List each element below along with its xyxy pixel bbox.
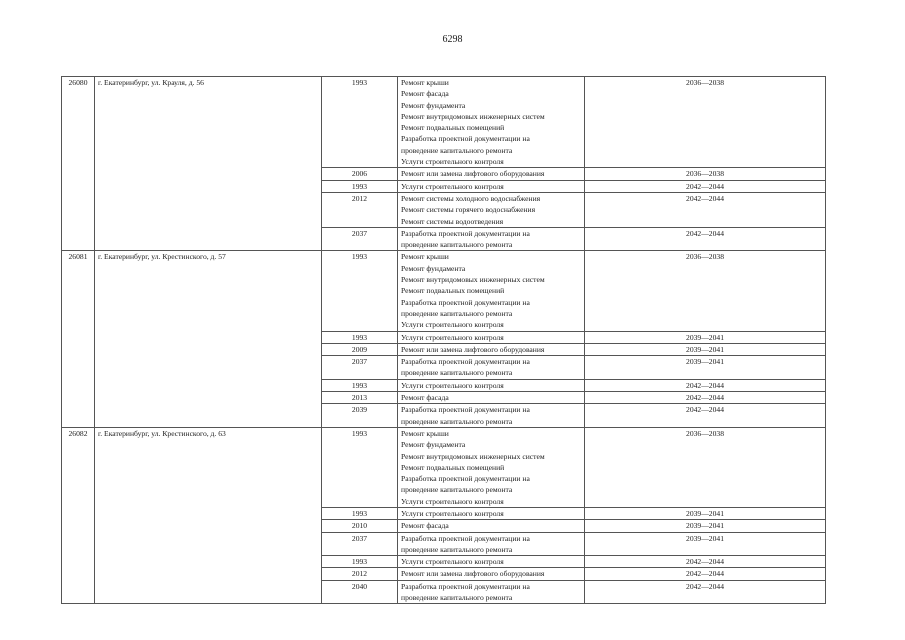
- repair-schedule-table: [61, 76, 826, 604]
- works-cell: [398, 568, 585, 580]
- period-cell: 2036—2038: [585, 168, 826, 180]
- works-cell: [398, 168, 585, 180]
- work-item: Ремонт или замена лифтового оборудования: [401, 569, 545, 579]
- works-cell: [398, 356, 585, 380]
- work-item: Услуги строительного контроля: [401, 332, 504, 342]
- work-item: Услуги строительного контроля: [401, 157, 504, 167]
- work-item: Ремонт крыши: [401, 428, 449, 438]
- house-id: 26082: [62, 427, 95, 603]
- repair-schedule-body: [62, 77, 826, 604]
- works-cell: [398, 227, 585, 251]
- works-cell: [398, 507, 585, 519]
- works-cell: [398, 427, 585, 507]
- works-cell: [398, 343, 585, 355]
- work-item: Услуги строительного контроля: [401, 181, 504, 191]
- work-item: Ремонт или замена лифтового оборудования: [401, 344, 545, 354]
- table-row: [62, 77, 826, 168]
- works-cell: [398, 580, 585, 604]
- year-cell: 1993: [322, 427, 398, 507]
- period-cell: 2039—2041: [585, 343, 826, 355]
- table-row: [62, 251, 826, 331]
- work-item: проведение капитального ремонта: [401, 145, 513, 155]
- year-cell: 2039: [322, 404, 398, 428]
- period-cell: 2042—2044: [585, 404, 826, 428]
- year-cell: 1993: [322, 507, 398, 519]
- work-item: Разработка проектной документации на: [401, 297, 530, 307]
- year-cell: 2012: [322, 192, 398, 227]
- work-item: Разработка проектной документации на: [401, 533, 530, 543]
- period-cell: 2042—2044: [585, 379, 826, 391]
- year-cell: 2012: [322, 568, 398, 580]
- year-cell: 2010: [322, 520, 398, 532]
- works-cell: [398, 77, 585, 168]
- work-item: проведение капитального ремонта: [401, 416, 513, 426]
- works-cell: [398, 556, 585, 568]
- work-item: Ремонт внутридомовых инженерных систем: [401, 451, 545, 461]
- work-item: Ремонт фасада: [401, 521, 449, 531]
- year-cell: 2040: [322, 580, 398, 604]
- work-item: Ремонт системы горячего водоснабжения: [401, 205, 536, 215]
- work-item: Ремонт подвальных помещений: [401, 123, 505, 133]
- work-item: Ремонт внутридомовых инженерных систем: [401, 275, 545, 285]
- page-number: 6298: [442, 34, 463, 45]
- work-item: Услуги строительного контроля: [401, 496, 504, 506]
- works-cell: [398, 392, 585, 404]
- work-item: Ремонт фасада: [401, 393, 449, 403]
- work-item: Ремонт фундамента: [401, 440, 466, 450]
- work-item: Разработка проектной документации на: [401, 357, 530, 367]
- period-cell: 2039—2041: [585, 356, 826, 380]
- house-address: г. Екатеринбург, ул. Крестинского, д. 63: [95, 427, 322, 603]
- year-cell: 2006: [322, 168, 398, 180]
- table-row: [62, 427, 826, 507]
- work-item: Ремонт фундамента: [401, 263, 466, 273]
- work-item: Ремонт или замена лифтового оборудования: [401, 169, 545, 179]
- works-cell: [398, 532, 585, 556]
- work-item: проведение капитального ремонта: [401, 308, 513, 318]
- year-cell: 1993: [322, 77, 398, 168]
- work-item: Ремонт фундамента: [401, 100, 466, 110]
- work-item: Ремонт системы холодного водоснабжения: [401, 193, 541, 203]
- work-item: Услуги строительного контроля: [401, 508, 504, 518]
- house-id: 26081: [62, 251, 95, 427]
- period-cell: 2042—2044: [585, 392, 826, 404]
- period-cell: 2042—2044: [585, 180, 826, 192]
- work-item: Разработка проектной документации на: [401, 474, 530, 484]
- year-cell: 1993: [322, 379, 398, 391]
- year-cell: 2037: [322, 356, 398, 380]
- work-item: проведение капитального ремонта: [401, 544, 513, 554]
- works-cell: [398, 404, 585, 428]
- period-cell: 2039—2041: [585, 507, 826, 519]
- year-cell: 2037: [322, 532, 398, 556]
- work-item: Ремонт подвальных помещений: [401, 286, 505, 296]
- period-cell: 2039—2041: [585, 520, 826, 532]
- year-cell: 2037: [322, 227, 398, 251]
- year-cell: 1993: [322, 331, 398, 343]
- year-cell: 1993: [322, 251, 398, 331]
- year-cell: 1993: [322, 180, 398, 192]
- work-item: Разработка проектной документации на: [401, 228, 530, 238]
- year-cell: 1993: [322, 556, 398, 568]
- work-item: Ремонт внутридомовых инженерных систем: [401, 111, 545, 121]
- work-item: Разработка проектной документации на: [401, 134, 530, 144]
- work-item: Услуги строительного контроля: [401, 557, 504, 567]
- works-cell: [398, 331, 585, 343]
- period-cell: 2042—2044: [585, 556, 826, 568]
- work-item: Разработка проектной документации на: [401, 405, 530, 415]
- work-item: проведение капитального ремонта: [401, 485, 513, 495]
- works-cell: [398, 192, 585, 227]
- period-cell: 2039—2041: [585, 331, 826, 343]
- period-cell: 2042—2044: [585, 227, 826, 251]
- period-cell: 2036—2038: [585, 77, 826, 168]
- works-cell: [398, 251, 585, 331]
- works-cell: [398, 180, 585, 192]
- work-item: Ремонт крыши: [401, 78, 449, 87]
- period-cell: 2039—2041: [585, 532, 826, 556]
- house-address: г. Екатеринбург, ул. Крауля, д. 56: [95, 77, 322, 251]
- work-item: Ремонт системы водоотведения: [401, 216, 504, 226]
- work-item: Ремонт крыши: [401, 252, 449, 262]
- period-cell: 2042—2044: [585, 580, 826, 604]
- period-cell: 2036—2038: [585, 251, 826, 331]
- work-item: Ремонт фасада: [401, 89, 449, 99]
- work-item: Услуги строительного контроля: [401, 320, 504, 330]
- work-item: Ремонт подвальных помещений: [401, 462, 505, 472]
- work-item: проведение капитального ремонта: [401, 240, 513, 250]
- work-item: проведение капитального ремонта: [401, 593, 513, 603]
- period-cell: 2036—2038: [585, 427, 826, 507]
- house-address: г. Екатеринбург, ул. Крестинского, д. 57: [95, 251, 322, 427]
- year-cell: 2013: [322, 392, 398, 404]
- works-cell: [398, 520, 585, 532]
- work-item: проведение капитального ремонта: [401, 368, 513, 378]
- works-cell: [398, 379, 585, 391]
- year-cell: 2009: [322, 343, 398, 355]
- house-id: 26080: [62, 77, 95, 251]
- period-cell: 2042—2044: [585, 568, 826, 580]
- work-item: Разработка проектной документации на: [401, 581, 530, 591]
- work-item: Услуги строительного контроля: [401, 380, 504, 390]
- period-cell: 2042—2044: [585, 192, 826, 227]
